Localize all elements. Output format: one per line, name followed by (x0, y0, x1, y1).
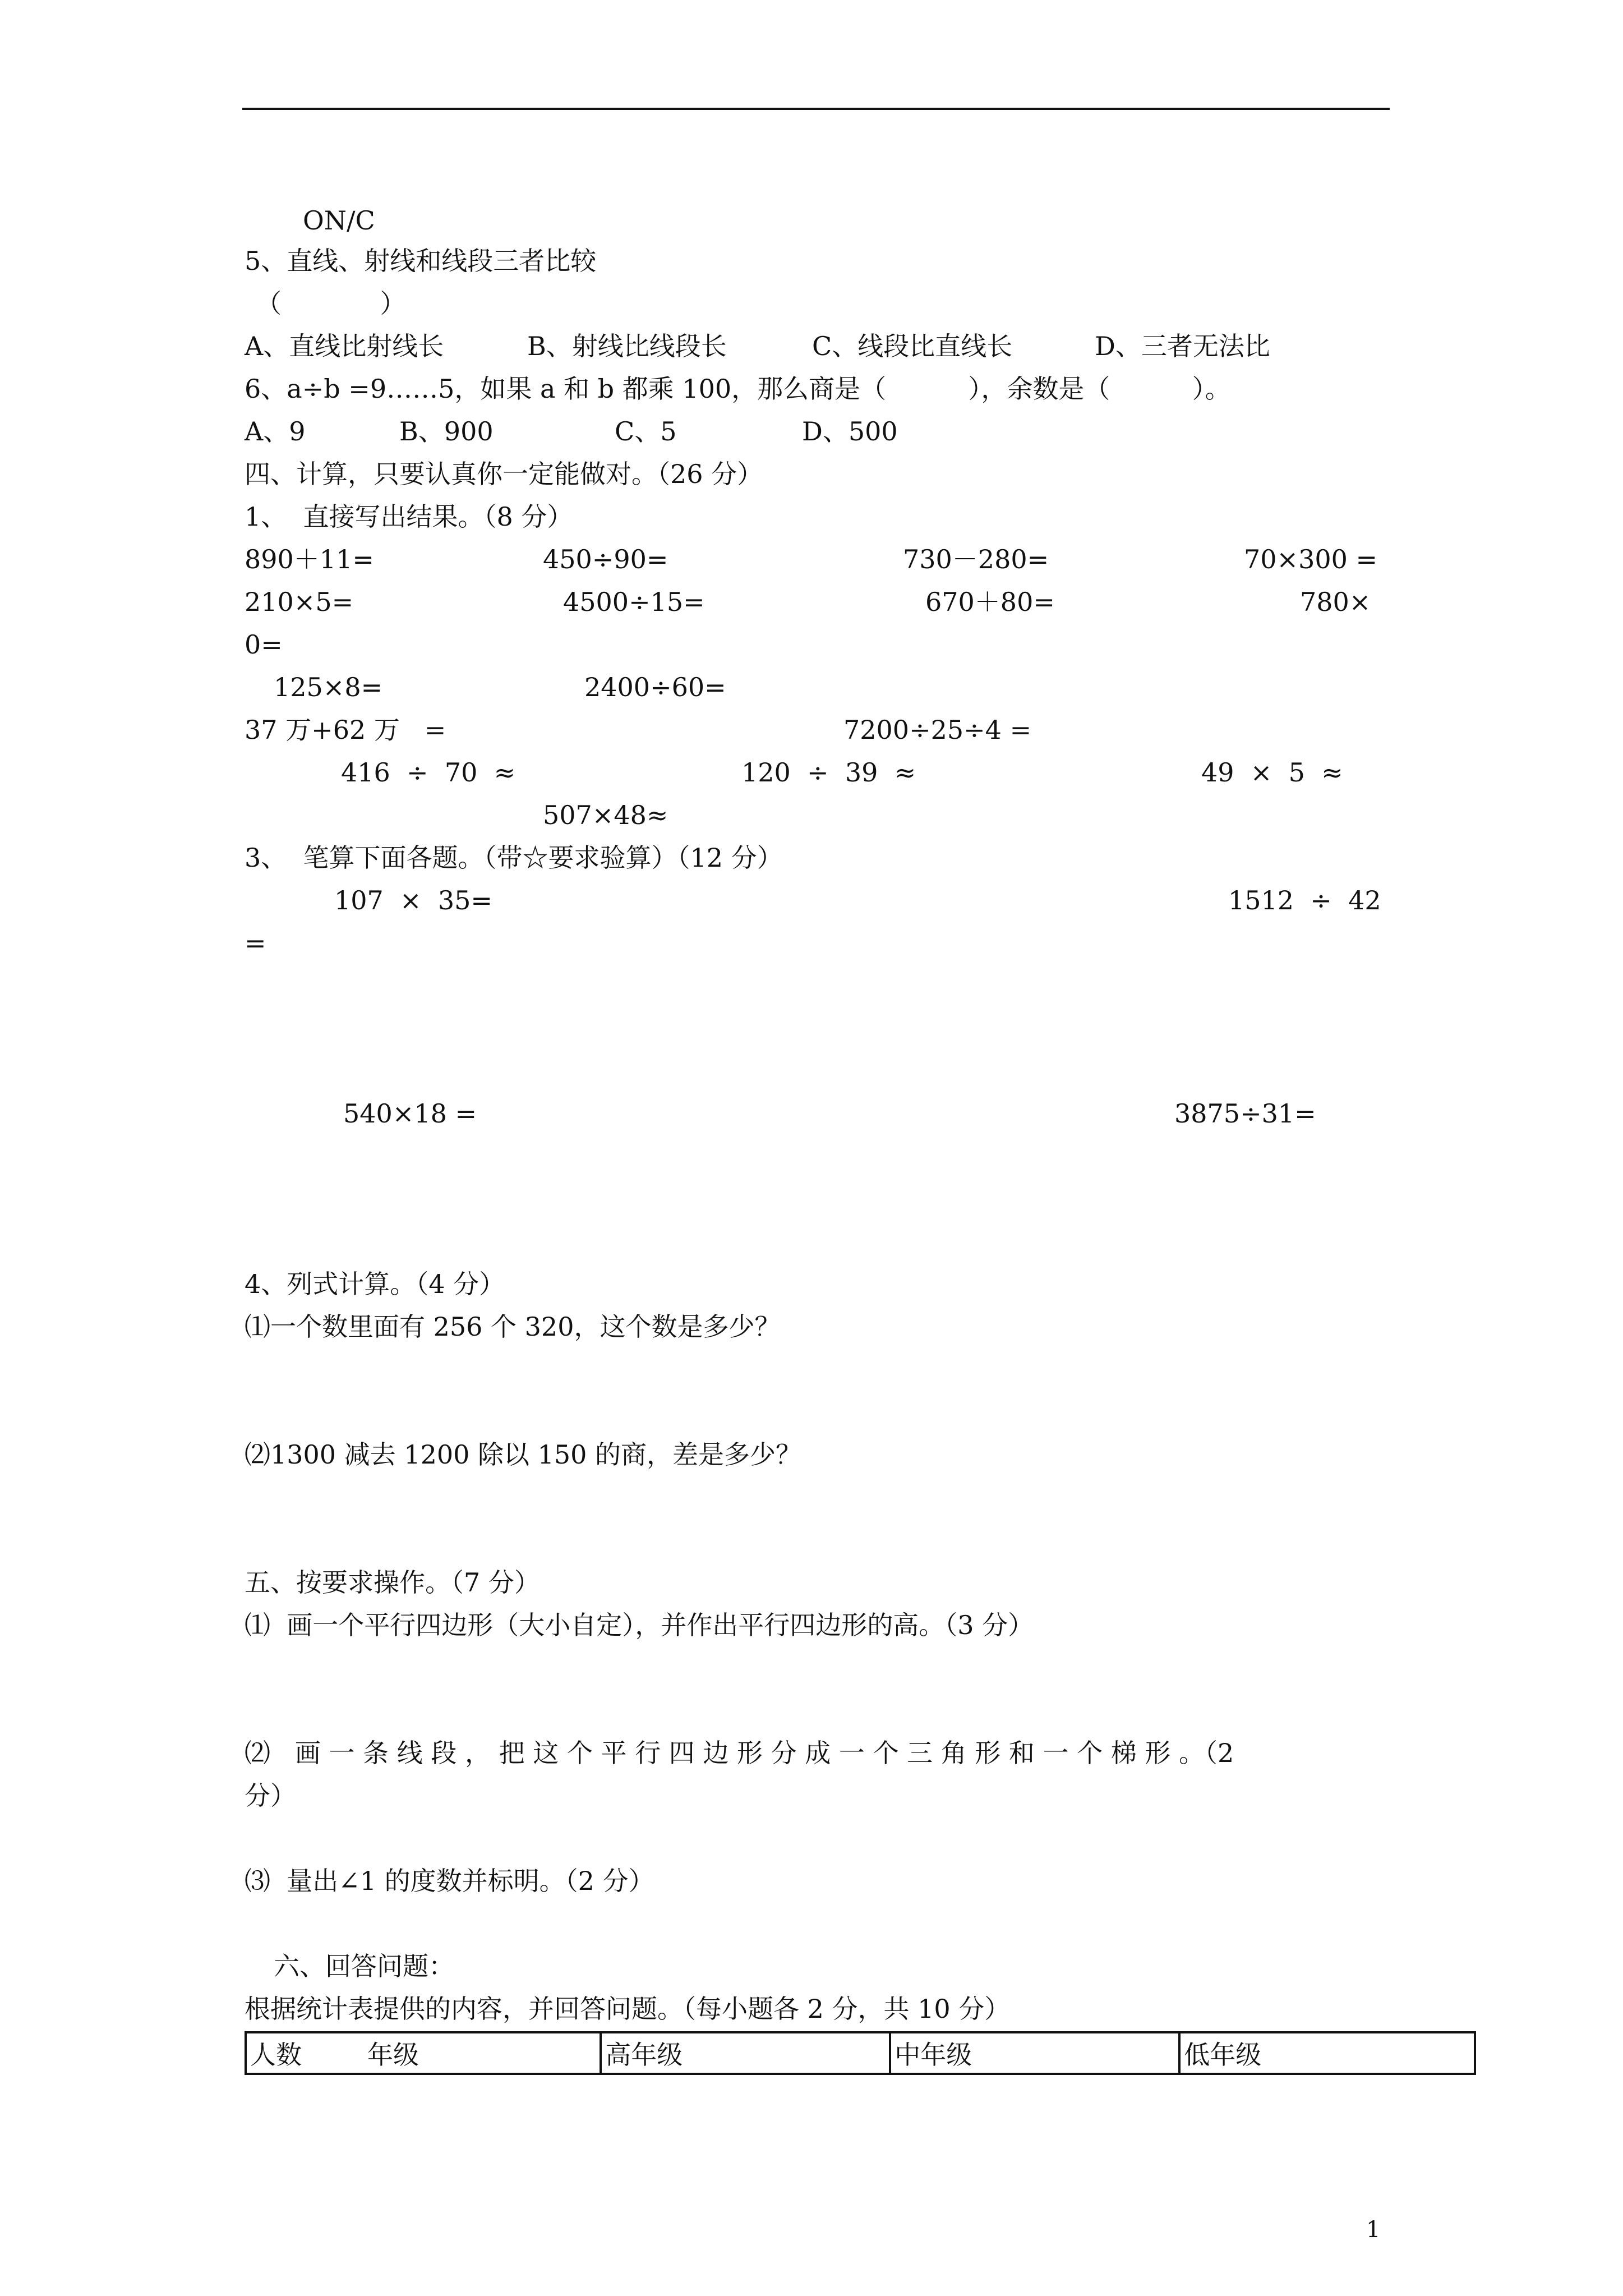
table-header-row (246, 2032, 1475, 2074)
q5-option-d: D、三者无法比 (1095, 331, 1270, 361)
q6-option-c: C、5 (615, 416, 677, 447)
written-540-times-18: 540×18 = (343, 1098, 477, 1129)
table-header-cell: 高年级 (601, 2032, 890, 2074)
written-107-times-35: 107 × 35= (334, 885, 492, 915)
calc-70-times-300: 70×300 = (1244, 544, 1378, 574)
section6-intro: 根据统计表提供的内容，并回答问题。（每小题各 2 分，共 10 分） (245, 1994, 1011, 2024)
estimate-416-div-70: 416 ÷ 70 ≈ (341, 757, 516, 788)
section6-title: 六、回答问题： (274, 1951, 454, 1981)
calc-4500-div-15: 4500÷15= (563, 587, 705, 617)
estimate-507-times-48: 507×48≈ (543, 800, 668, 830)
calc-890-plus-11: 890＋11= (245, 544, 374, 574)
q6-option-b: B、900 (399, 416, 494, 447)
q5-stem: 5、直线、射线和线段三者比较 (245, 246, 597, 276)
section5-title: 五、按要求操作。（7 分） (245, 1567, 540, 1598)
calc-450-div-90: 450÷90= (543, 544, 668, 574)
section5-q2: ⑵ 画 一 条 线 段 ， 把 这 个 平 行 四 边 形 分 成 一 个 三 角 形 和 一 个 梯 形 。（2 (245, 1738, 1234, 1768)
written-1512-div-42-wrap: = (245, 928, 266, 958)
calc-125-times-8: 125×8= (274, 672, 383, 702)
table-header-cell: 人数 年级 (246, 2032, 601, 2074)
calc-730-minus-280: 730－280= (903, 544, 1049, 574)
estimate-120-div-39: 120 ÷ 39 ≈ (741, 757, 916, 788)
header-rule (242, 108, 1390, 110)
calc-670-plus-80: 670＋80= (925, 587, 1055, 617)
table-header-cell: 低年级 (1179, 2032, 1475, 2074)
calc-780-times: 780× (1300, 587, 1371, 617)
part3-title: 3、 笔算下面各题。（带☆要求验算）（12 分） (245, 843, 783, 873)
section4-title: 四、计算，只要认真你一定能做对。（26 分） (245, 459, 763, 489)
calc-2400-div-60: 2400÷60= (584, 672, 726, 702)
estimate-49-times-5: 49 × 5 ≈ (1201, 757, 1343, 788)
calc-7200-div-25-div-4: 7200÷25÷4 = (843, 715, 1032, 745)
section5-q2-wrap: 分） (245, 1780, 296, 1811)
part4-q2: ⑵1300 减去 1200 除以 150 的商，差是多少？ (245, 1439, 802, 1470)
part1-title: 1、 直接写出结果。（8 分） (245, 501, 573, 532)
part4-title: 4、列式计算。（4 分） (245, 1269, 505, 1299)
q5-option-a: A、直线比射线长 (245, 331, 444, 361)
statistics-table (245, 2031, 1476, 2075)
part4-q1: ⑴一个数里面有 256 个 320，这个数是多少？ (245, 1312, 781, 1342)
onc-label: ON/C (303, 205, 375, 236)
calc-210-times-5: 210×5= (245, 587, 354, 617)
section5-q3: ⑶ 量出∠1 的度数并标明。（2 分） (245, 1866, 654, 1896)
calc-37wan-plus-62wan: 37 万+62 万 = (245, 715, 446, 745)
q6-option-a: A、9 (245, 416, 306, 447)
q6-stem: 6、a÷b =9……5，如果 a 和 b 都乘 100，那么商是（ ），余数是（ ）。 (245, 374, 1231, 404)
q5-answer-paren: （ ） (256, 288, 406, 319)
written-1512-div-42: 1512 ÷ 42 (1228, 885, 1381, 915)
written-3875-div-31: 3875÷31= (1174, 1098, 1316, 1129)
q5-option-b: B、射线比线段长 (527, 331, 727, 361)
page-number: 1 (1366, 2217, 1381, 2243)
table-header-cell: 中年级 (890, 2032, 1179, 2074)
q6-option-d: D、500 (802, 416, 898, 447)
q5-option-c: C、线段比直线长 (812, 331, 1013, 361)
section5-q1: ⑴ 画一个平行四边形（大小自定），并作出平行四边形的高。（3 分） (245, 1610, 1034, 1640)
calc-780-times-wrap: 0= (245, 629, 283, 660)
